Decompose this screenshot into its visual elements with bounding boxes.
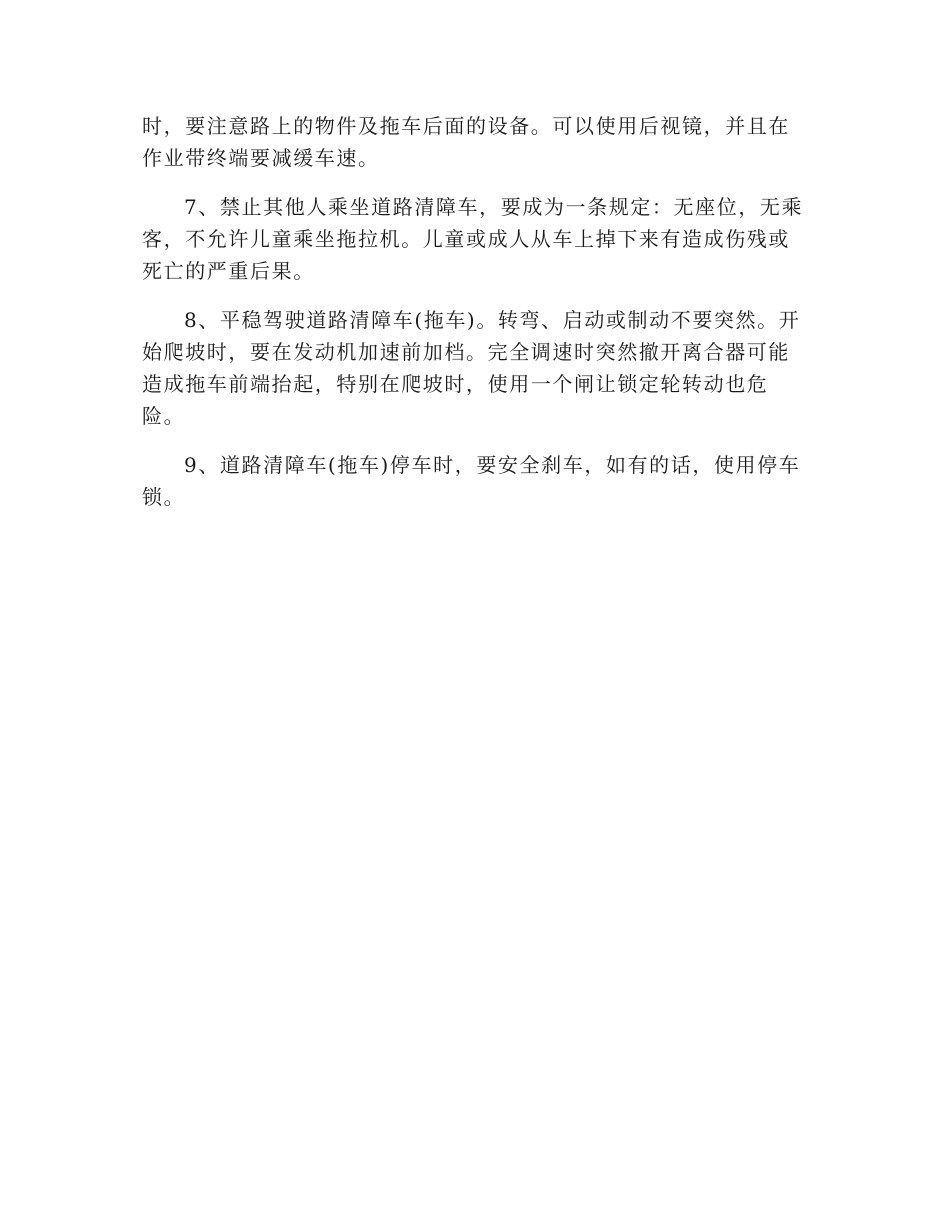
paragraph-item-7 (142, 191, 808, 287)
text-line: 作业带终端要减缓车速。 (142, 146, 380, 170)
text-line: 客，不允许儿童乘坐拖拉机。儿童或成人从车上掉下来有造成伤残或 (142, 227, 790, 251)
text-line: 险。 (142, 404, 186, 428)
paragraph-continuation (142, 110, 808, 174)
text-line: 死亡的严重后果。 (142, 259, 315, 283)
text-line: 9、道路清障车(拖车)停车时，要安全刹车，如有的话，使用停车 (184, 453, 801, 477)
text-line: 时，要注意路上的物件及拖车后面的设备。可以使用后视镜，并且在 (142, 114, 790, 138)
text-line: 8、平稳驾驶道路清障车(拖车)。转弯、启动或制动不要突然。开 (184, 308, 801, 332)
text-line: 7、禁止其他人乘坐道路清障车，要成为一条规定：无座位，无乘 (184, 195, 804, 219)
text-line: 始爬坡时，要在发动机加速前加档。完全调速时突然撤开离合器可能 (142, 340, 790, 364)
text-line: 造成拖车前端抬起，特别在爬坡时，使用一个闸让锁定轮转动也危 (142, 372, 769, 396)
document-body (142, 110, 808, 530)
paragraph-item-9 (142, 449, 808, 513)
text-line: 锁。 (142, 485, 186, 509)
paragraph-item-8 (142, 304, 808, 432)
